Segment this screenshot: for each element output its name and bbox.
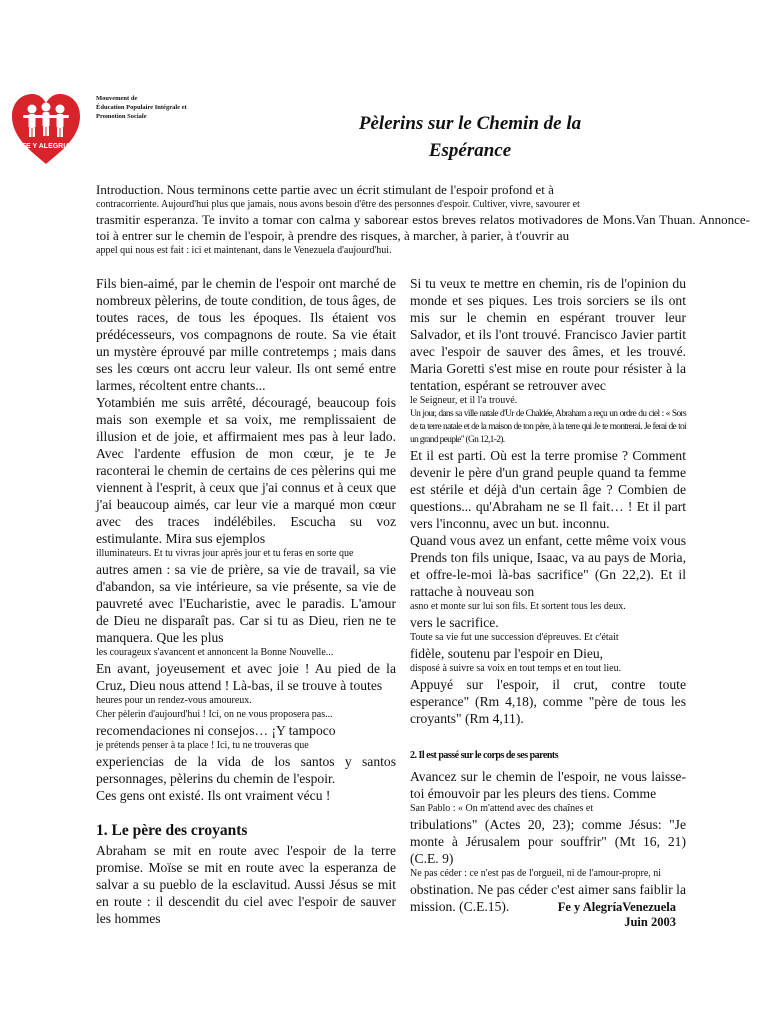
org-line: Promotion Sociale (96, 113, 147, 120)
paragraph: tribulations" (Actes 20, 23); comme Jésus: "Je monte à Jérusalem pour souffrir" (Mt 16, 21) (C.E. 9) (410, 817, 686, 866)
paragraph: Et il est parti. Où est la terre promise ? Comment devenir le père d'un grand peuple quand ta femme est stérile et déjà d'un certain âge ? Combien de questions... qu'Abraham ne se Il fait… ! Et il part vers l'inconnu, avec un but. inconnu. (410, 448, 686, 531)
section-heading: 1. Le père des croyants (96, 822, 248, 839)
paragraph: vers le sacrifice. (410, 615, 499, 630)
paragraph: Appuyé sur l'espoir, il crut, contre toute esperance" (Rm 4,18), comme "père de tous les croyants" (Rm 4,11). (410, 677, 686, 726)
page-title (270, 110, 670, 164)
paragraph: je prétends penser à ta place ! Ici, tu ne trouveras que (96, 740, 309, 751)
right-column (410, 275, 686, 915)
intro-line: appel qui nous est fait : ici et maintenant, dans le Venezuela d'aujourd'hui. (96, 245, 392, 256)
paragraph: Fils bien-aimé, par le chemin de l'espoir ont marché de nombreux pèlerins, de toute condition, de tous âges, de toutes races, de tous les époques. Ils étaient vos prédécesseurs, vos compagnons de route. Sa vie était un mystère éprouvé par mille contretemps ; mais dans ses les cœurs ont accru leur valeur. Ils ont semé entre larmes, récoltent entre chants... (96, 276, 396, 393)
signature (520, 900, 676, 930)
org-line: Mouvement de (96, 95, 138, 102)
paragraph: Cher pèlerin d'aujourd'hui ! Ici, on ne vous proposera pas... (96, 709, 333, 720)
paragraph: asno et monte sur lui son fils. Et sortent tous les deux. (410, 601, 626, 612)
section-heading: 2. Il est passé sur le corps de ses parents (410, 750, 559, 761)
paragraph: Toute sa vie fut une succession d'épreuves. Et c'était (410, 632, 619, 643)
intro-line: contracorriente. Aujourd'hui plus que jamais, nous avons besoin d'être des personnes d'espoir. Cultiver, vivre, savourer et (96, 199, 580, 210)
paragraph: fidèle, soutenu par l'espoir en Dieu, (410, 646, 604, 661)
paragraph: illuminateurs. Et tu vivras jour après jour et tu feras en sorte que (96, 548, 354, 559)
title-line: Pèlerins sur le Chemin de la (358, 113, 582, 134)
paragraph: heures pour un rendez-vous amoureux. (96, 695, 252, 706)
paragraph: Un jour, dans sa ville natale d'Ur de Chaldée, Abraham a reçu un ordre du ciel : « Sors de ta terre natale et de la maison de ton père, à la terre qui Je te montrerai. Je ferai de toi un grand peuple" (Gn 12,1-2). (410, 409, 686, 445)
left-column (96, 275, 396, 927)
paragraph: les courageux s'avancent et annoncent la Bonne Nouvelle... (96, 647, 334, 658)
paragraph: Ne pas céder : ce n'est pas de l'orgueil, ni de l'amour-propre, ni (410, 868, 662, 879)
org-line: Éducation Populaire Intégrale et (96, 104, 187, 111)
title-line: Espérance (428, 140, 512, 161)
signature-date: Juin 2003 (624, 915, 676, 929)
paragraph: le Seigneur, et il l'a trouvé. (410, 395, 518, 406)
introduction (96, 182, 750, 258)
organization-name (96, 94, 236, 121)
paragraph: disposé à suivre sa voix en tout temps et en tout lieu. (410, 663, 622, 674)
paragraph: Ces gens ont existé. Ils ont vraiment vécu ! (96, 788, 331, 803)
paragraph: obstination. Ne pas céder c'est aimer sans faiblir la mission. (C.E.15). (410, 882, 686, 914)
intro-line: Introduction. Nous terminons cette partie avec un écrit stimulant de l'espoir profond et à (96, 182, 554, 197)
fe-y-alegria-logo (10, 92, 82, 166)
paragraph: San Pablo : « On m'attend avec des chaînes et (410, 803, 594, 814)
paragraph: Quand vous avez un enfant, cette même voix vous Prends ton fils unique, Isaac, va au pays de Moria, et offre-le-moi là-bas sacrifice" (Gn 22,2). Et il rattache à nouveau son (410, 533, 686, 599)
paragraph: recomendaciones ni consejos… ¡Y tampoco (96, 723, 336, 738)
intro-line: trasmitir esperanza. Te invito a tomar con calma y saborear estos breves relatos motivadores de Mons.Van Thuan. Annonce-toi à entrer sur le chemin de l'espoir, à prendre des risques, à marcher, à parier, à t'ouvrir au (96, 212, 750, 243)
paragraph: Abraham se mit en route avec l'espoir de la terre promise. Moïse se mit en route avec la esperanza de salvar a su pueblo de la esclavitud. Aussi Jésus se mit en route : il descendit du ciel avec l'espoir de sauver les hommes (96, 843, 396, 926)
paragraph: autres amen : sa vie de prière, sa vie de travail, sa vie d'abandon, sa vie intérieure, sa vie présente, sa vie de pauvreté avec l'Eucharistie, avec le paradis. L'amour de Dieu ne disparaît pas. Car si tu as Dieu, rien ne te manquera. Que les plus (96, 562, 396, 645)
signature-org: Fe y AlegríaVenezuela (557, 900, 676, 914)
paragraph: Yotambién me suis arrêté, découragé, beaucoup fois mais son exemple et sa voix, me remplissaient de illusion et de joie, et affirmaient mes pas à leur lado. Avec l'ardente effusion de mon cœur, je te Je raconterai le chemin de certains de ces pèlerins qui me viennent à l'esprit, à ceux que j'ai connus et à ceux que j'ai beaucoup aimés, car leur vie a marqué mon cœur avec des traces indélébiles. Escucha su voz estimulante. Mira sus ejemplos (96, 395, 396, 546)
paragraph: Si tu veux te mettre en chemin, ris de l'opinion du monde et ses piques. Les trois sorciers se ils ont mis sur le chemin en espérant trouver leur Salvador, et ils l'ont trouvé. Francisco Javier partit avec l'espoir de sauver des âmes, et les trouvé. Maria Goretti s'est mise en route pour résister à la tentation, espérant se retrouver avec (410, 276, 686, 393)
paragraph: En avant, joyeusement et avec joie ! Au pied de la Cruz, Dieu nous attend ! Là-bas, il se trouve à toutes (96, 661, 396, 693)
logo-text: FE Y ALEGRIA (21, 143, 71, 150)
paragraph: Avancez sur le chemin de l'espoir, ne vous laisse-toi émouvoir par les pleurs des tiens. Comme (410, 769, 686, 801)
paragraph: experiencias de la vida de los santos y santos personnages, pèlerins du chemin de l'espoir. (96, 754, 396, 786)
